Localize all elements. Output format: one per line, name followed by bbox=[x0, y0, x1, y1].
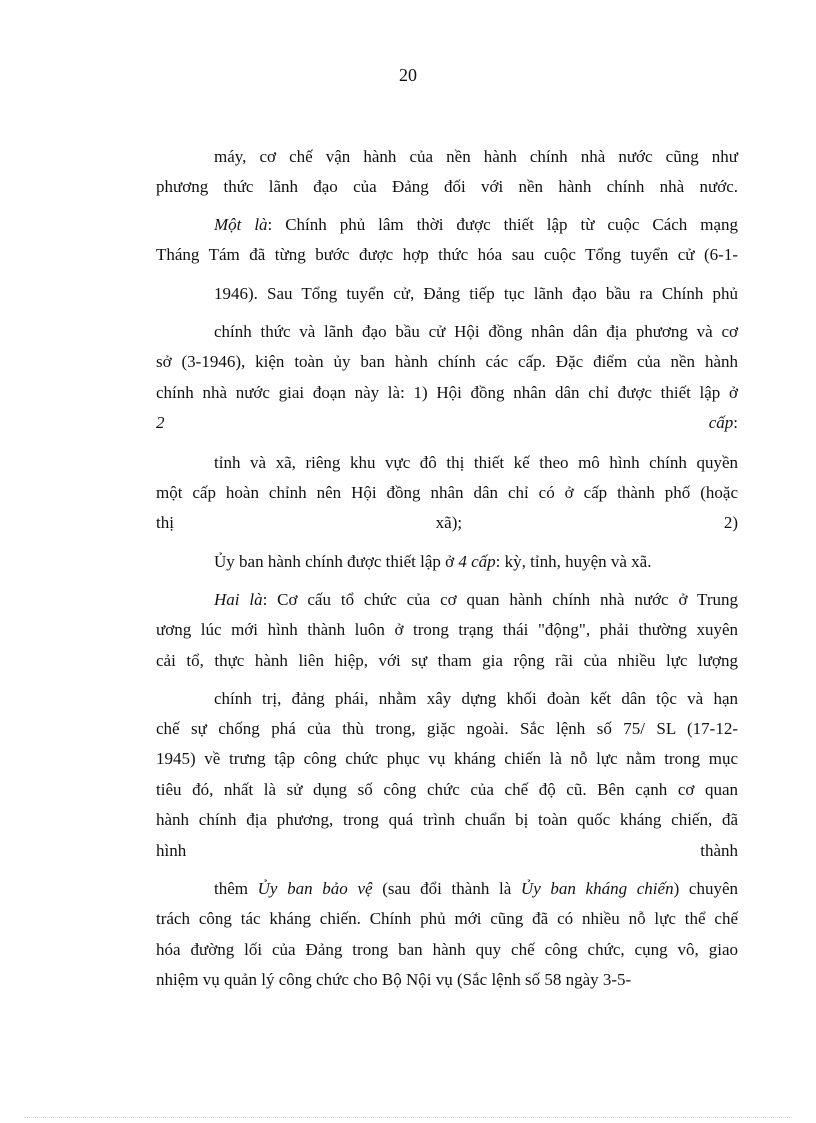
text-line: ương lúc mới hình thành luôn ở trong trạng thái "động", phải thường xuyên bbox=[156, 620, 738, 639]
text-line: sở (3-1946), kiện toàn ủy ban hành chính các cấp. Đặc điểm của nền hành bbox=[156, 352, 738, 371]
text-line bbox=[156, 840, 738, 862]
text-line: 1946). Sau Tổng tuyển cử, Đảng tiếp tục lãnh đạo bầu ra Chính phủ bbox=[214, 284, 738, 303]
text-span: Ủy ban hành chính được thiết lập ở bbox=[214, 552, 459, 571]
text-line: chính thức và lãnh đạo bầu cử Hội đồng nhân dân địa phương và cơ bbox=[214, 322, 738, 341]
text-line: chính trị, đảng phái, nhằm xây dựng khối đoàn kết dân tộc và hạn bbox=[214, 689, 738, 708]
text-line: một cấp hoàn chỉnh nên Hội đồng nhân dân chỉ có ở cấp thành phố (hoặc bbox=[156, 483, 738, 502]
text-line bbox=[214, 878, 738, 900]
text-span: thị bbox=[156, 513, 174, 532]
emphasis-text: Ủy ban kháng chiến bbox=[520, 879, 674, 898]
text-line: trách công tác kháng chiến. Chính phủ mới cũng đã có nhiều nỗ lực thể chế bbox=[156, 909, 738, 928]
emphasis-text: Một là bbox=[214, 215, 268, 234]
text-span: : bbox=[733, 413, 738, 432]
text-span: thêm bbox=[214, 879, 258, 898]
text-line bbox=[214, 589, 738, 611]
emphasis-text: Hai là bbox=[214, 590, 263, 609]
text-line: phương thức lãnh đạo của Đảng đối với nền hành chính nhà nước. bbox=[156, 177, 738, 196]
text-span: : Chính phủ lâm thời được thiết lập từ cuộc Cách mạng bbox=[267, 215, 739, 234]
text-line bbox=[156, 412, 738, 434]
text-span: (sau đổi thành là bbox=[372, 879, 521, 898]
text-span: : kỳ, tỉnh, huyện và xã. bbox=[495, 552, 652, 571]
text-span: thành bbox=[700, 841, 738, 860]
text-line: tiêu đó, nhất là sử dụng số công chức của chế độ cũ. Bên cạnh cơ quan bbox=[156, 780, 738, 799]
emphasis-text: Ủy ban bảo vệ bbox=[257, 879, 373, 898]
text-span: hình bbox=[156, 841, 187, 860]
text-line: cải tổ, thực hành liên hiệp, với sự tham gia rộng rãi của nhiều lực lượng bbox=[156, 651, 738, 670]
text-line: tỉnh và xã, riêng khu vực đô thị thiết kế theo mô hình chính quyền bbox=[214, 453, 738, 472]
text-line bbox=[156, 512, 738, 534]
emphasis-text: 4 cấp bbox=[458, 552, 496, 571]
page-bottom-divider bbox=[24, 1117, 792, 1118]
text-span: xã); bbox=[435, 513, 463, 532]
text-line: Tháng Tám đã từng bước được hợp thức hóa sau cuộc Tổng tuyển cử (6-1- bbox=[156, 245, 738, 264]
text-span: ) chuyên bbox=[673, 879, 738, 898]
text-line: chế sự chống phá của thù trong, giặc ngoài. Sắc lệnh số 75/ SL (17-12- bbox=[156, 719, 738, 738]
text-span: 2) bbox=[723, 513, 738, 532]
emphasis-text: cấp bbox=[708, 413, 734, 432]
text-line bbox=[214, 551, 651, 573]
text-line: nhiệm vụ quản lý công chức cho Bộ Nội vụ (Sắc lệnh số 58 ngày 3-5- bbox=[156, 970, 632, 989]
text-span: : Cơ cấu tổ chức của cơ quan hành chính nhà nước ở Trung bbox=[262, 590, 738, 609]
text-line: hóa đường lối của Đảng trong ban hành quy chế công chức, cụng vô, giao bbox=[156, 940, 738, 959]
page-number: 20 bbox=[399, 65, 417, 85]
text-span bbox=[709, 412, 738, 434]
text-line: 1945) về trưng tập công chức phục vụ kháng chiến là nỗ lực nằm trong mục bbox=[156, 749, 738, 768]
text-line: máy, cơ chế vận hành của nền hành chính nhà nước cũng như bbox=[214, 147, 738, 166]
text-line bbox=[214, 214, 738, 236]
emphasis-text: 2 bbox=[156, 413, 165, 432]
text-line: chính nhà nước giai đoạn này là: 1) Hội đồng nhân dân chỉ được thiết lập ở bbox=[156, 383, 738, 402]
text-line: hành chính địa phương, trong quá trình chuẩn bị toàn quốc kháng chiến, đã bbox=[156, 810, 738, 829]
